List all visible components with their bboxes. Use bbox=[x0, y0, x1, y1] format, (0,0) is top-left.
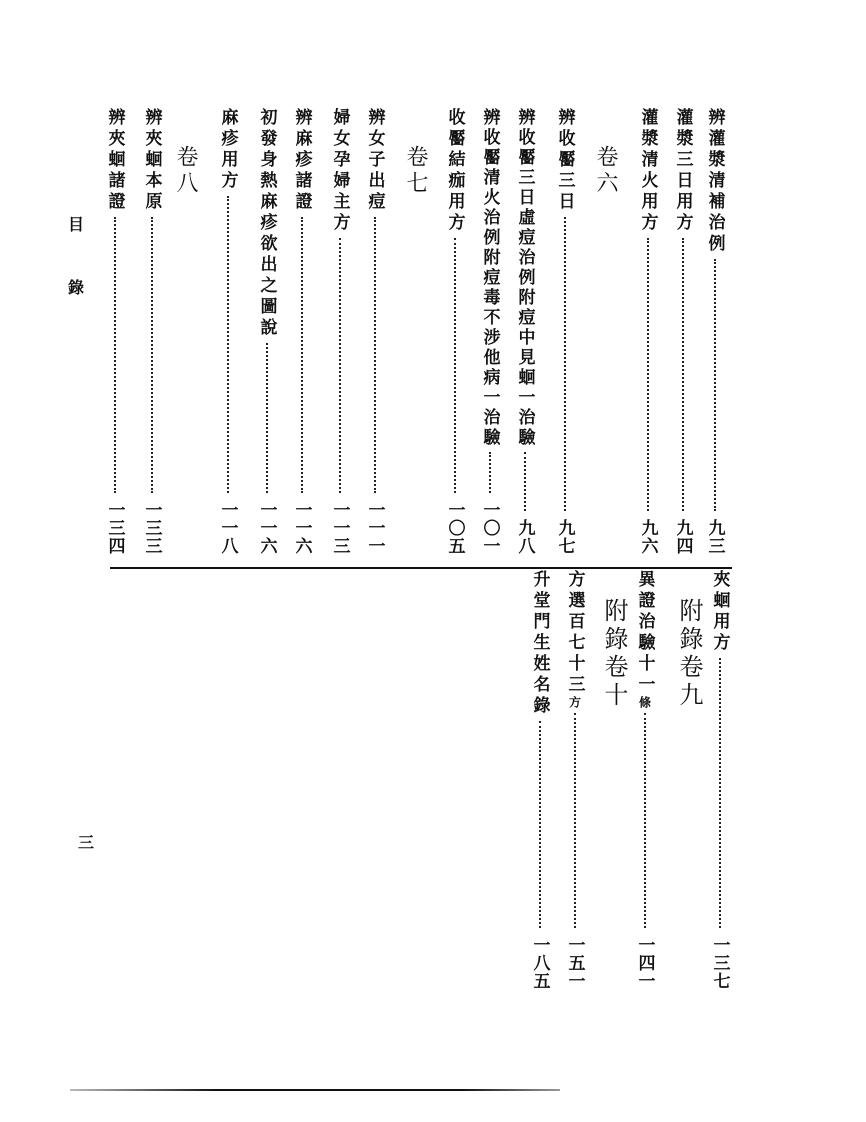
entry-title: 方選百七十三 bbox=[564, 570, 585, 696]
margin-label: 目 bbox=[68, 215, 85, 234]
entry-page: 九七 bbox=[554, 519, 575, 555]
toc-entry bbox=[706, 570, 734, 990]
entry-page: 一三七 bbox=[709, 936, 730, 990]
toc-entry bbox=[101, 108, 129, 555]
volume-heading: 附錄卷十 bbox=[600, 598, 628, 710]
entry-title: 灌漿清火用方 bbox=[637, 108, 658, 234]
dot-leader bbox=[644, 713, 646, 928]
entry-title: 初發身熱麻疹欲出之圖說 bbox=[256, 108, 277, 339]
dot-leader bbox=[719, 658, 721, 928]
toc-entry bbox=[526, 570, 554, 990]
dot-leader bbox=[574, 713, 576, 928]
entry-page: 一〇一 bbox=[479, 501, 500, 555]
dot-leader bbox=[489, 452, 491, 493]
entry-page: 九四 bbox=[672, 519, 693, 555]
entry-title: 麻疹用方 bbox=[217, 108, 238, 192]
entry-page: 一五一 bbox=[564, 936, 585, 990]
entry-title: 辨夾蛔諸證 bbox=[104, 108, 125, 213]
entry-title: 收靨結痂用方 bbox=[444, 108, 465, 234]
dot-leader bbox=[151, 217, 153, 493]
volume-heading: 卷七 bbox=[403, 145, 428, 197]
entry-title: 辨夾蛔本原 bbox=[141, 108, 162, 213]
entry-page: 一一一 bbox=[364, 501, 385, 555]
dot-leader bbox=[647, 238, 649, 511]
dot-leader bbox=[564, 217, 566, 511]
toc-entry bbox=[476, 108, 504, 555]
entry-page: 九六 bbox=[637, 519, 658, 555]
entry-page: 一三四 bbox=[104, 501, 125, 555]
volume-heading: 附錄卷九 bbox=[675, 598, 703, 710]
dot-leader bbox=[339, 238, 341, 493]
dot-leader bbox=[524, 452, 526, 511]
entry-page: 一八五 bbox=[529, 936, 550, 990]
entry-page: 一四一 bbox=[634, 936, 655, 990]
entry-title: 夾蛔用方 bbox=[709, 570, 730, 654]
toc-entry bbox=[326, 108, 354, 555]
entry-title: 婦女孕婦主方 bbox=[329, 108, 350, 234]
divider-line bbox=[110, 567, 732, 569]
toc-entry bbox=[551, 108, 579, 555]
toc-entry bbox=[288, 108, 316, 555]
entry-note: 條 bbox=[637, 696, 652, 709]
entry-page: 一一三 bbox=[329, 501, 350, 555]
dot-leader bbox=[266, 343, 268, 493]
entry-page: 一三三 bbox=[141, 501, 162, 555]
dot-leader bbox=[714, 259, 716, 511]
entry-title: 灌漿三日用方 bbox=[672, 108, 693, 234]
dot-leader bbox=[682, 238, 684, 511]
toc-entry bbox=[253, 108, 281, 555]
volume-heading: 卷六 bbox=[593, 145, 618, 197]
toc-entry bbox=[214, 108, 242, 555]
entry-title: 辨灌漿清補治例 bbox=[704, 108, 725, 255]
entry-title: 辨麻疹諸證 bbox=[291, 108, 312, 213]
dot-leader bbox=[539, 721, 541, 928]
entry-title: 升堂門生姓名錄 bbox=[529, 570, 550, 717]
entry-title: 辨收靨三日虛痘治例附痘中見蛔一治驗 bbox=[514, 108, 535, 448]
entry-title: 辨收靨三日 bbox=[554, 108, 575, 213]
toc-entry bbox=[701, 108, 729, 555]
entry-page: 一〇五 bbox=[444, 501, 465, 555]
dot-leader bbox=[374, 217, 376, 493]
entry-title: 辨女子出痘 bbox=[364, 108, 385, 213]
dot-leader bbox=[454, 238, 456, 493]
bottom-edge-line bbox=[70, 1089, 560, 1091]
toc-entry bbox=[634, 108, 662, 555]
toc-entry bbox=[361, 108, 389, 555]
volume-heading: 卷八 bbox=[173, 145, 198, 197]
margin-label: 錄 bbox=[68, 278, 85, 297]
toc-entry bbox=[631, 570, 659, 990]
entry-title: 辨收靨清火治例附痘毒不涉他病一治驗 bbox=[479, 108, 500, 448]
toc-entry bbox=[669, 108, 697, 555]
toc-entry bbox=[561, 570, 589, 990]
entry-page: 九三 bbox=[704, 519, 725, 555]
entry-page: 九八 bbox=[514, 519, 535, 555]
toc-entry bbox=[441, 108, 469, 555]
entry-page: 一一八 bbox=[217, 501, 238, 555]
entry-page: 一一六 bbox=[256, 501, 277, 555]
entry-page: 一一六 bbox=[291, 501, 312, 555]
entry-note: 方 bbox=[567, 696, 582, 709]
dot-leader bbox=[114, 217, 116, 493]
entry-title: 異證治驗十一 bbox=[634, 570, 655, 696]
toc-entry bbox=[511, 108, 539, 555]
page-number: 三 bbox=[78, 833, 95, 852]
dot-leader bbox=[227, 196, 229, 493]
dot-leader bbox=[301, 217, 303, 493]
toc-entry bbox=[138, 108, 166, 555]
